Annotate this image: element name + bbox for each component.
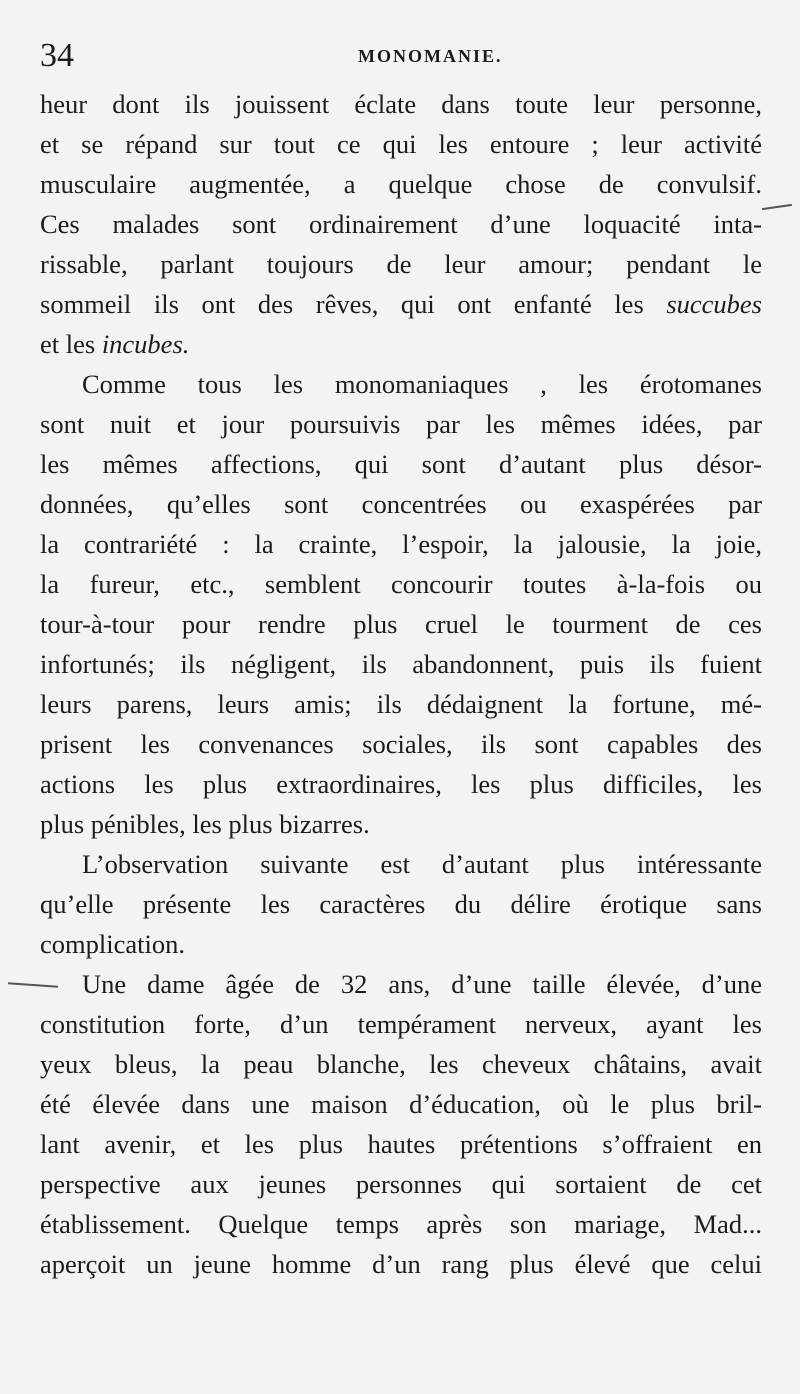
text-segment: sommeil ils ont des rêves, qui ont enfanté les: [40, 289, 667, 319]
text-line: [40, 1044, 762, 1084]
text-line: [40, 284, 762, 324]
text-segment: données, qu’elles sont concentrées ou exaspérées par: [40, 489, 762, 519]
text-line: [40, 804, 762, 844]
text-segment: qu’elle présente les caractères du délire érotique sans: [40, 889, 762, 919]
text-line: [40, 644, 762, 684]
text-line: [40, 604, 762, 644]
text-line: [40, 964, 762, 1004]
text-line: [40, 1204, 762, 1244]
text-line: [40, 84, 762, 124]
text-segment: L’observation suivante est d’autant plus intéressante: [82, 849, 762, 879]
page-header: [40, 36, 760, 80]
text-segment: les mêmes affections, qui sont d’autant plus désor-: [40, 449, 762, 479]
text-segment: la fureur, etc., semblent concourir toutes à-la-fois ou: [40, 569, 762, 599]
text-segment: constitution forte, d’un tempérament nerveux, ayant les: [40, 1009, 762, 1039]
text-segment: la contrariété : la crainte, l’espoir, la jalousie, la joie,: [40, 529, 762, 559]
running-title: MONOMANIE.: [358, 46, 503, 66]
text-segment: leurs parens, leurs amis; ils dédaignent la fortune, mé-: [40, 689, 762, 719]
text-segment: établissement. Quelque temps après son mariage, Mad...: [40, 1209, 762, 1239]
margin-pencil-mark: [762, 204, 792, 210]
text-segment: perspective aux jeunes personnes qui sortaient de cet: [40, 1169, 762, 1199]
page-number: 34: [40, 37, 74, 74]
italic-text: incubes.: [101, 329, 190, 359]
text-segment: tour-à-tour pour rendre plus cruel le tourment de ces: [40, 609, 762, 639]
text-line: [40, 524, 762, 564]
text-line: [40, 844, 762, 884]
italic-text: succubes: [666, 289, 762, 319]
text-segment: prisent les convenances sociales, ils sont capables des: [40, 729, 762, 759]
text-segment: et les: [40, 329, 102, 359]
text-segment: et se répand sur tout ce qui les entoure ; leur activité: [40, 129, 762, 159]
text-line: [40, 1164, 762, 1204]
text-segment: sont nuit et jour poursuivis par les mêmes idées, par: [40, 409, 762, 439]
text-line: [40, 564, 762, 604]
text-segment: rissable, parlant toujours de leur amour; pendant le: [40, 249, 762, 279]
text-line: [40, 1124, 762, 1164]
text-line: [40, 884, 762, 924]
text-line: [40, 364, 762, 404]
text-line: [40, 204, 762, 244]
text-line: [40, 1004, 762, 1044]
text-segment: actions les plus extraordinaires, les plus difficiles, les: [40, 769, 762, 799]
text-segment: lant avenir, et les plus hautes prétentions s’offraient en: [40, 1129, 762, 1159]
text-line: [40, 164, 762, 204]
body-text: [40, 84, 762, 1284]
text-segment: complication.: [40, 929, 185, 959]
text-line: [40, 244, 762, 284]
text-segment: yeux bleus, la peau blanche, les cheveux châtains, avait: [40, 1049, 762, 1079]
text-line: [40, 124, 762, 164]
text-segment: Une dame âgée de 32 ans, d’une taille élevée, d’une: [82, 969, 762, 999]
text-segment: aperçoit un jeune homme d’un rang plus élevé que celui: [40, 1249, 762, 1279]
text-segment: Comme tous les monomaniaques , les érotomanes: [82, 369, 762, 399]
text-line: [40, 1084, 762, 1124]
text-line: [40, 764, 762, 804]
text-segment: heur dont ils jouissent éclate dans toute leur personne,: [40, 89, 762, 119]
text-segment: musculaire augmentée, a quelque chose de convulsif.: [40, 169, 762, 199]
text-line: [40, 724, 762, 764]
text-line: [40, 1244, 762, 1284]
text-segment: été élevée dans une maison d’éducation, où le plus bril-: [40, 1089, 762, 1119]
text-line: [40, 924, 762, 964]
text-line: [40, 684, 762, 724]
text-segment: Ces malades sont ordinairement d’une loquacité inta-: [40, 209, 762, 239]
text-segment: infortunés; ils négligent, ils abandonnent, puis ils fuient: [40, 649, 762, 679]
text-line: [40, 444, 762, 484]
text-line: [40, 484, 762, 524]
text-line: [40, 404, 762, 444]
text-line: [40, 324, 762, 364]
text-segment: plus pénibles, les plus bizarres.: [40, 809, 370, 839]
